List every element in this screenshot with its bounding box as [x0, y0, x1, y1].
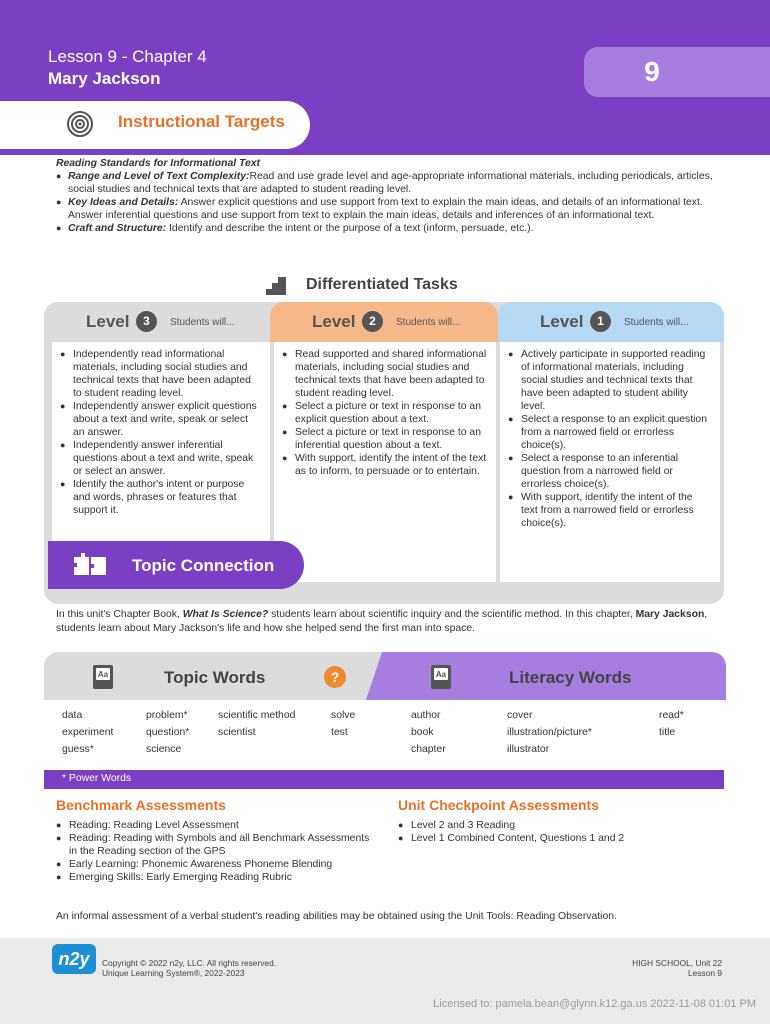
chapter-book-title: What Is Science?	[182, 609, 269, 620]
list-item: ● Independently read informational materials, including social studies and technical texts that have been adapted to student reading level.	[60, 348, 262, 400]
level-3-header	[44, 302, 270, 342]
list-item: ● Early Learning: Phonemic Awareness Phoneme Blending	[56, 858, 376, 871]
list-item: ● Identify the author's intent or purpose and words, phrases or features that support it.	[60, 478, 262, 517]
topic-word: scientist	[218, 727, 256, 738]
lesson-title: Lesson 9 - Chapter 4	[48, 47, 207, 66]
stairs-icon	[264, 273, 288, 297]
tc-text-part: students learn about scientific inquiry and the scientific method. In this chapter,	[268, 609, 636, 620]
list-item: ● Emerging Skills: Early Emerging Reading Rubric	[56, 871, 376, 884]
list-item: ● Select a picture or text in response to an explicit question about a text.	[282, 400, 488, 426]
copyright-text: Copyright © 2022 n2y, LLC. All rights reserved.	[102, 958, 277, 968]
lesson-number-badge: 9	[584, 47, 770, 97]
chapter-name: Mary Jackson	[635, 609, 705, 620]
book-glyph: Aa	[435, 670, 447, 679]
level-word: Level	[540, 312, 584, 331]
informal-assessment-note: An informal assessment of a verbal student's reading abilities may be obtained using the Unit Tools: Reading Observation.	[56, 911, 617, 922]
level-2-header	[270, 302, 498, 342]
literacy-word: cover	[507, 710, 533, 721]
level-number: 1	[590, 311, 611, 332]
list-item	[56, 196, 716, 222]
level-2-tasks	[274, 342, 496, 582]
tc-text-part: , students learn about Mary Jackson's life and how she helped send the first man into space.	[56, 609, 708, 634]
standard-text: Identify and describe the intent or the purpose of a text (inform, persuade, etc.).	[166, 223, 534, 234]
instructional-targets-label: Instructional Targets	[118, 112, 285, 131]
list-item: ● Reading: Reading with Symbols and all Benchmark Assessments in the Reading section of the GPS	[56, 832, 376, 858]
list-item	[56, 222, 716, 235]
literacy-word: illustrator	[507, 744, 550, 755]
list-item: ● Select a response to an inferential question from a narrowed field or errorless choice(s).	[508, 452, 712, 491]
topic-words-title: Topic Words	[164, 668, 266, 687]
list-item: ● Independently answer inferential questions about a text and write, speak or select an answer.	[60, 439, 262, 478]
list-item: ● Independently answer explicit questions about a text and write, speak or select an answer.	[60, 400, 262, 439]
level-number: 3	[136, 311, 157, 332]
level-number: 2	[362, 311, 383, 332]
standard-text: Read and use grade level and age-appropriate informational materials, including periodicals, articles, social studies and technical texts that are adapted to student reading level.	[68, 171, 713, 195]
help-icon[interactable]: ?	[324, 666, 346, 688]
list-item: ● Read supported and shared informational materials, including social studies and technical texts that have been adapted to student reading level.	[282, 348, 488, 400]
power-words-label: * Power Words	[62, 773, 132, 784]
topic-word: guess*	[62, 744, 94, 755]
list-item: ● Level 2 and 3 Reading	[398, 819, 718, 832]
students-will: Students will...	[396, 317, 461, 328]
unit-text: HIGH SCHOOL, Unit 22	[632, 958, 722, 968]
book-icon	[92, 664, 114, 690]
target-icon	[66, 110, 94, 138]
topic-connection-label: Topic Connection	[132, 556, 275, 575]
topic-word: experiment	[62, 727, 114, 738]
chapter-title: Mary Jackson	[48, 69, 161, 88]
level-word: Level	[312, 312, 356, 331]
power-words-bar	[44, 770, 724, 789]
topic-word: data	[62, 710, 83, 721]
topic-word: problem*	[146, 710, 188, 721]
literacy-word: title	[659, 727, 676, 738]
students-will: Students will...	[624, 317, 689, 328]
book-glyph: Aa	[97, 670, 109, 679]
differentiated-tasks-title: Differentiated Tasks	[306, 276, 458, 293]
literacy-word: illustration/picture*	[507, 727, 592, 738]
tc-text-part: In this unit's Chapter Book,	[56, 609, 183, 620]
topic-word: test	[331, 727, 348, 738]
literacy-word: read*	[659, 710, 684, 721]
standards-list	[56, 170, 716, 235]
puzzle-icon	[72, 551, 108, 577]
license-text: Licensed to: pamela.bean@glynn.k12.ga.us 2022-11-08 01:01 PM	[433, 998, 756, 1010]
system-text: Unique Learning System®, 2022-2023	[102, 968, 245, 978]
standards-heading: Reading Standards for Informational Text	[56, 158, 260, 169]
standard-text: Answer explicit questions and use support from text to explain the main ideas, and details of an informational text. Answer inferential questions and use support from text to explain the main ideas, details and inferences of an informational text.	[68, 197, 703, 221]
topic-word: question*	[146, 727, 190, 738]
list-item: ● Reading: Reading Level Assessment	[56, 819, 376, 832]
topic-word: science	[146, 744, 182, 755]
topic-connection-text	[56, 608, 716, 636]
unit-checkpoint-title: Unit Checkpoint Assessments	[398, 797, 599, 813]
reading-standards	[56, 157, 716, 235]
standard-lead: Key Ideas and Details:	[68, 197, 179, 208]
n2y-logo: n2y	[52, 944, 96, 974]
unit-checkpoint-list	[398, 819, 718, 845]
list-item: ● Select a response to an explicit question from a narrowed field or errorless choice(s).	[508, 413, 712, 452]
level-1-header	[498, 302, 724, 342]
list-item: ● With support, identify the intent of the text as to inform, to persuade or to entertain.	[282, 452, 488, 478]
list-item: ● Select a picture or text in response to an inferential question about a text.	[282, 426, 488, 452]
standard-lead: Craft and Structure:	[68, 223, 167, 234]
literacy-words-title: Literacy Words	[509, 668, 632, 687]
level-1-tasks	[500, 342, 720, 582]
literacy-word: book	[411, 727, 434, 738]
footer	[0, 938, 770, 1024]
level-word: Level	[86, 312, 130, 331]
list-item: ● Actively participate in supported reading of informational materials, including social studies and technical texts that have been adapted to student ability level.	[508, 348, 712, 413]
topic-word: scientific method	[218, 710, 296, 721]
benchmark-assessments-title: Benchmark Assessments	[56, 797, 226, 813]
topic-word: solve	[331, 710, 356, 721]
list-item: ● Level 1 Combined Content, Questions 1 and 2	[398, 832, 718, 845]
students-will: Students will...	[170, 317, 235, 328]
lesson-text: Lesson 9	[688, 968, 722, 978]
literacy-word: author	[411, 710, 441, 721]
book-icon	[430, 664, 452, 690]
benchmark-assessments-list	[56, 819, 376, 884]
standard-lead: Range and Level of Text Complexity:	[68, 171, 250, 182]
list-item: ● With support, identify the intent of the text from a narrowed field or errorless choice(s).	[508, 491, 712, 530]
literacy-word: chapter	[411, 744, 446, 755]
list-item	[56, 170, 716, 196]
